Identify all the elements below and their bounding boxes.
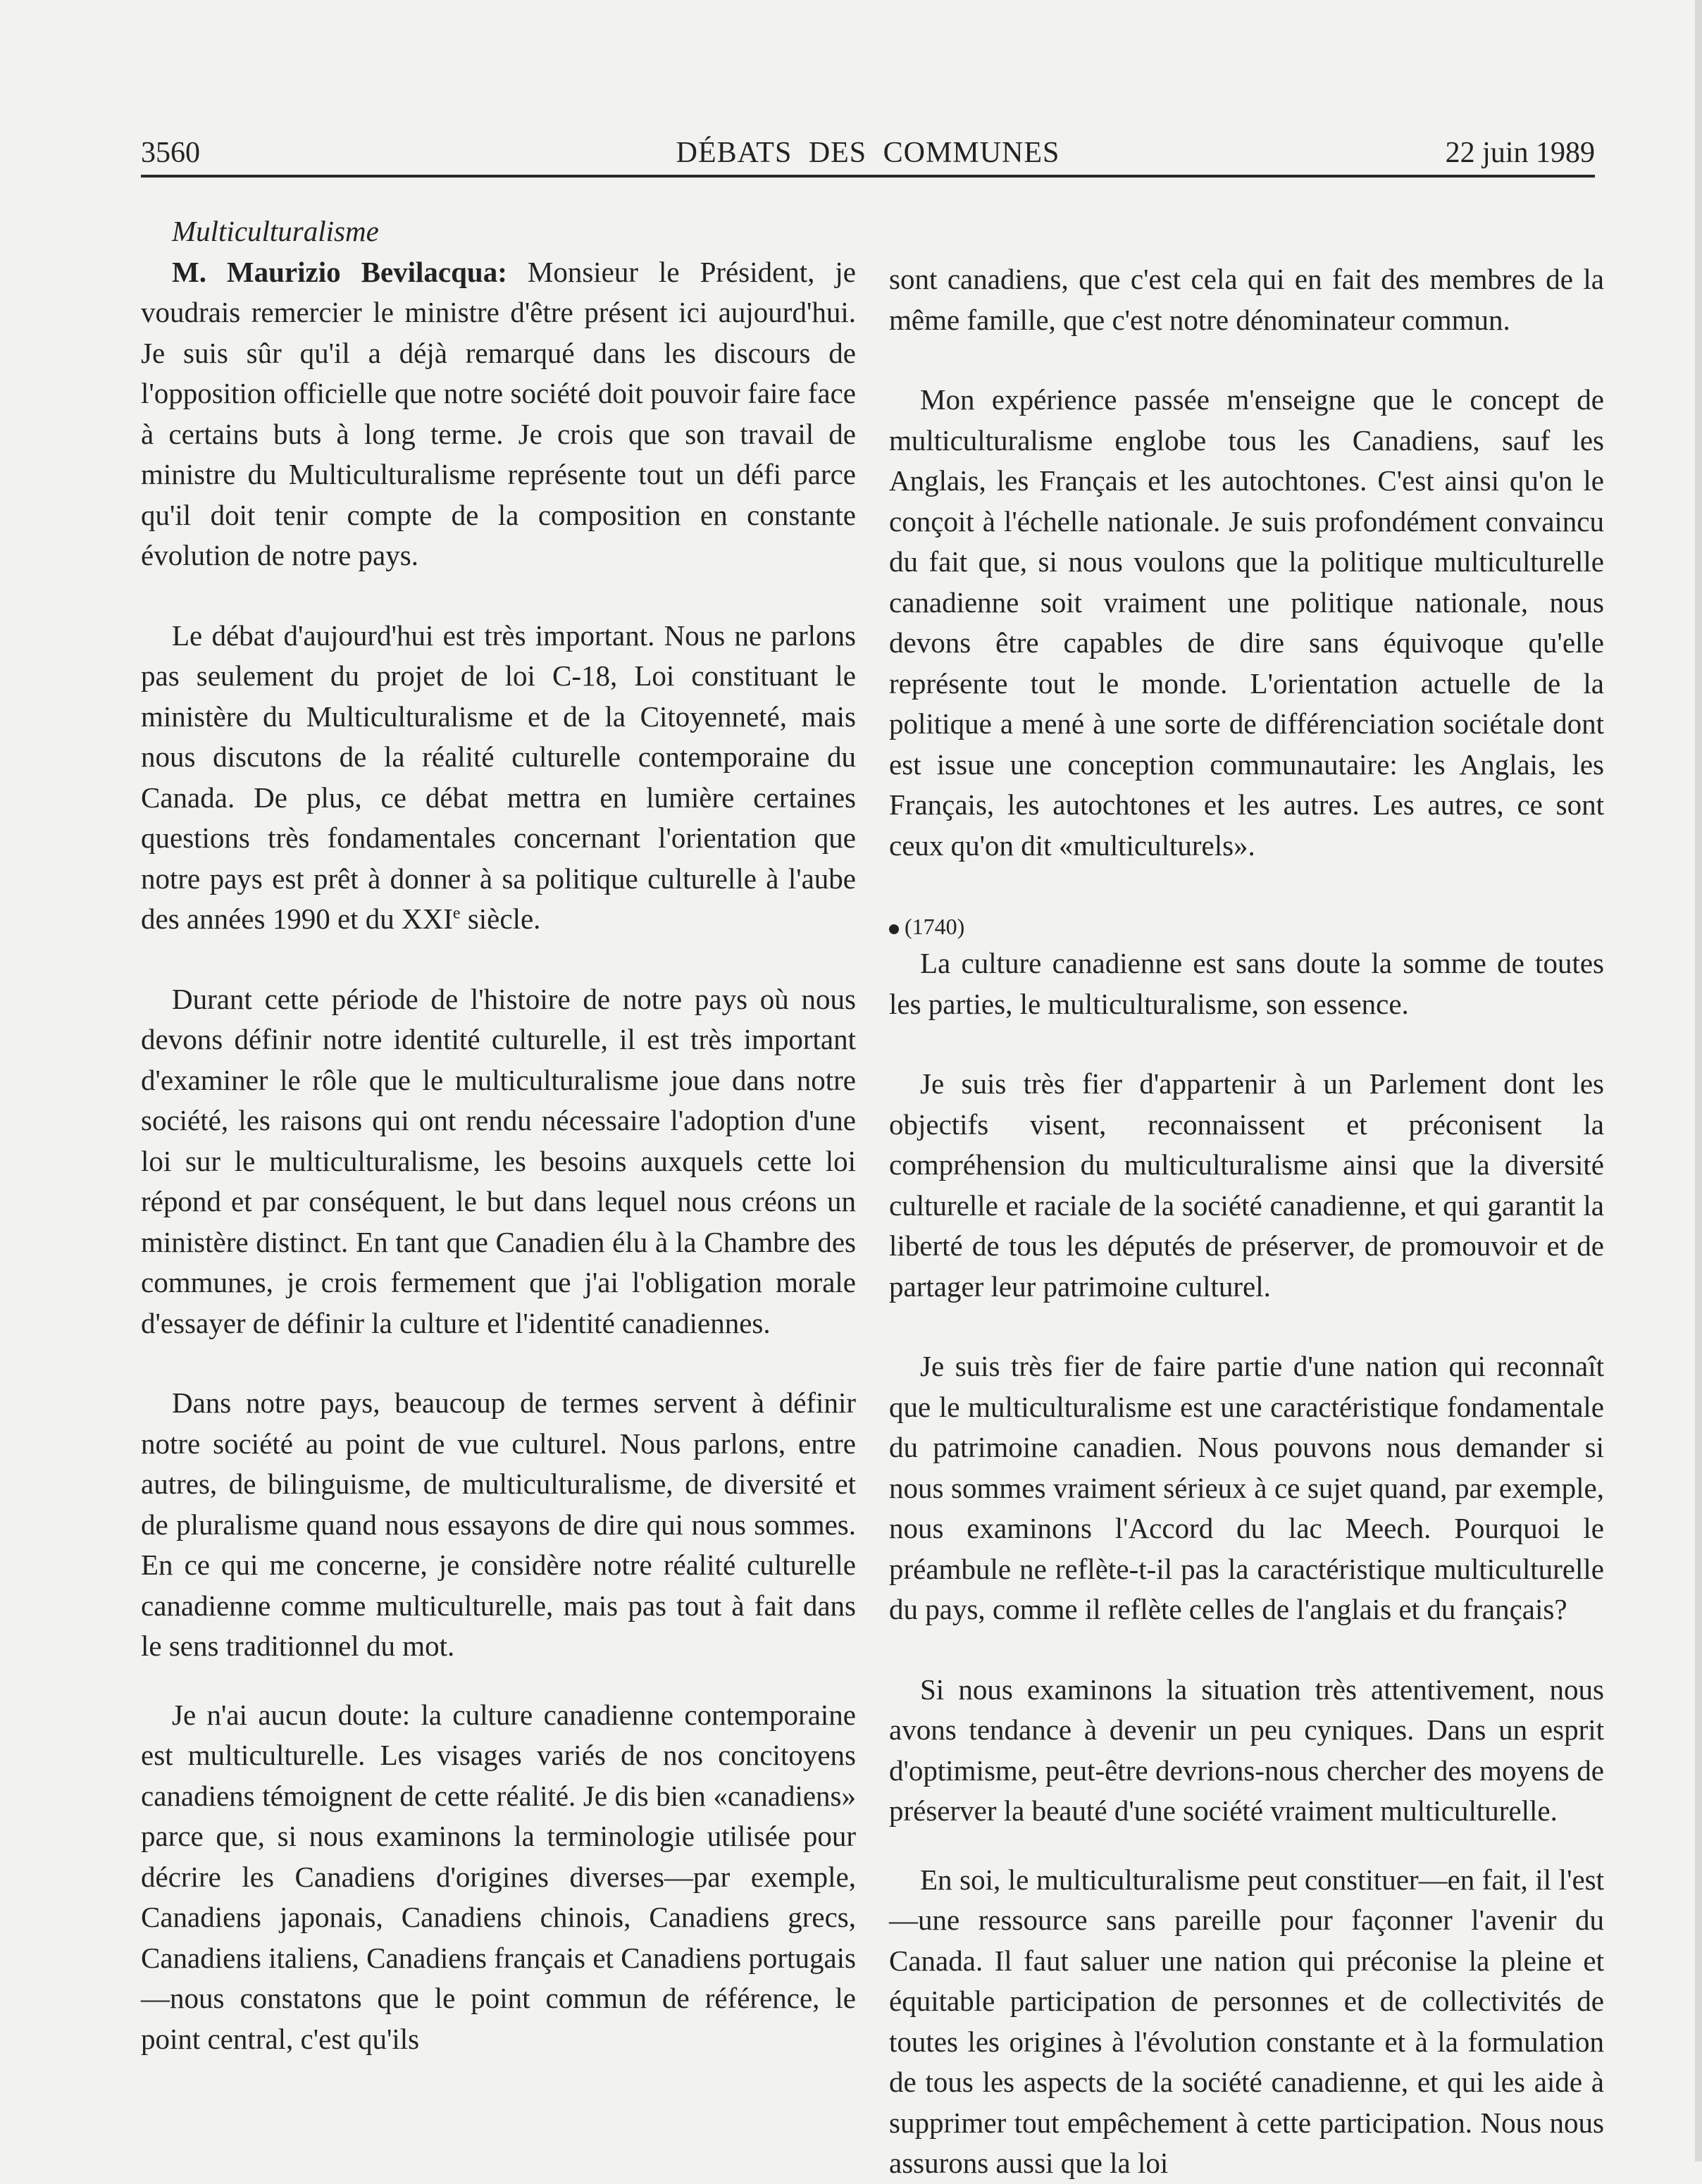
- page-header: [141, 135, 1595, 178]
- page-edge: [1695, 0, 1702, 2161]
- speaker-name: M. Maurizio Bevilacqua:: [172, 255, 507, 288]
- paragraph-text: Le débat d'aujourd'hui est très important. Nous ne parlons pas seulement du projet de loi C-18, Loi constituant le ministère du Multiculturalisme et de la Citoyenneté, mais nous discutons de la réalité culturelle contemporaine du Canada. De plus, ce débat mettra en lumière certaines questions très fondamentales concernant l'orientation que notre pays est prêt à donner à sa politique culturelle à l'aube des années 1990 et du XXI: [141, 619, 856, 935]
- paragraph: [141, 252, 856, 576]
- publication-title: DÉBATS DES COMMUNES: [676, 137, 1060, 169]
- paragraph: sont canadiens, que c'est cela qui en fait des membres de la même famille, que c'est notre dénominateur commun.: [889, 263, 1604, 336]
- paragraph-tail: siècle.: [460, 902, 541, 935]
- header-rule: [141, 175, 1595, 178]
- right-column: [889, 259, 1604, 2184]
- time-marker: [889, 910, 1604, 943]
- time-marker-text: (1740): [905, 914, 965, 939]
- page-number: 3560: [141, 137, 200, 169]
- bullet-icon: [889, 924, 899, 934]
- paragraph: Je suis très fier d'appartenir à un Parlement dont les objectifs visent, reconnaissent et préconisent la compréhension du multiculturalisme ainsi que la diversité culturelle et raciale de la société canadienne, et qui garantit la liberté de tous les députés de préserver, de promouvoir et de partager leur patrimoine culturel.: [889, 1067, 1604, 1303]
- paragraph: Dans notre pays, beaucoup de termes servent à définir notre société au point de vue culturel. Nous parlons, entre autres, de bilinguisme, de multiculturalisme, de diversité et de pluralisme quand nous essayons de dire qui nous sommes. En ce qui me concerne, je considère notre réalité culturelle canadienne comme multiculturelle, mais pas tout à fait dans le sens traditionnel du mot.: [141, 1386, 856, 1662]
- left-column: [141, 211, 856, 2059]
- paragraph: En soi, le multiculturalisme peut constituer—en fait, il l'est—une ressource sans pareille pour façonner l'avenir du Canada. Il faut saluer une nation qui préconise la pleine et équitable participation de personnes et de collectivités de toutes les origines à l'évolution constante et à la formulation de tous les aspects de la société canadienne, et qui les aide à supprimer tout empêchement à cette participation. Nous nous assurons aussi que la loi: [889, 1863, 1604, 2179]
- section-title: Multiculturalisme: [172, 215, 379, 247]
- paragraph: Je n'ai aucun doute: la culture canadienne contemporaine est multiculturelle. Les visages variés de nos concitoyens canadiens témoignent de cette réalité. Je dis bien «canadiens» parce que, si nous examinons la terminologie utilisée pour décrire les Canadiens d'origines diverses—par exemple, Canadiens japonais, Canadiens chinois, Canadiens grecs, Canadiens italiens, Canadiens français et Canadiens portugais—nous constatons que le point commun de référence, le point central, c'est qu'ils: [141, 1698, 856, 2055]
- paragraph: Si nous examinons la situation très attentivement, nous avons tendance à devenir un peu cyniques. Dans un esprit d'optimisme, peut-être devrions-nous chercher des moyens de préserver la beauté d'une société vraiment multiculturelle.: [889, 1673, 1604, 1827]
- paragraph: [141, 616, 856, 940]
- paragraph: Durant cette période de l'histoire de notre pays où nous devons définir notre identité culturelle, il est très important d'examiner le rôle que le multiculturalisme joue dans notre société, les raisons qui ont rendu nécessaire l'adoption d'une loi sur le multiculturalisme, les besoins auxquels cette loi répond et par conséquent, le but dans lequel nous créons un ministère distinct. En tant que Canadien élu à la Chambre des communes, je crois fermement que j'ai l'obligation morale d'essayer de définir la culture et l'identité canadiennes.: [141, 982, 856, 1339]
- paragraph: Je suis très fier de faire partie d'une nation qui reconnaît que le multiculturalisme est une caractéristique fondamentale du patrimoine canadien. Nous pouvons nous demander si nous sommes vraiment sérieux à ce sujet quand, par exemple, nous examinons l'Accord du lac Meech. Pourquoi le préambule ne reflète-t-il pas la caractéristique multiculturelle du pays, comme il reflète celles de l'anglais et du français?: [889, 1350, 1604, 1625]
- paragraph: Mon expérience passée m'enseigne que le concept de multiculturalisme englobe tous les Canadiens, sauf les Anglais, les Français et les autochtones. C'est ainsi qu'on le conçoit à l'échelle nationale. Je suis profondément convaincu du fait que, si nous voulons que la politique multiculturelle canadienne soit vraiment une politique nationale, nous devons être capables de dire sans équivoque qu'elle représente tout le monde. L'orientation actuelle de la politique a mené à une sorte de différenciation sociétale dont est issue une conception communautaire: les Anglais, les Français, les autochtones et les autres. Les autres, ce sont ceux qu'on dit «multiculturels».: [889, 383, 1604, 862]
- page-date: 22 juin 1989: [1445, 137, 1595, 169]
- superscript: e: [452, 904, 461, 923]
- paragraph-text: Monsieur le Président, je voudrais remercier le ministre d'être présent ici aujourd'hui. Je suis sûr qu'il a déjà remarqué dans les discours de l'opposition officielle que notre société doit pouvoir faire face à certains buts à long terme. Je crois que son travail de ministre du Multiculturalisme représente tout un défi parce qu'il doit tenir compte de la composition en constante évolution de notre pays.: [141, 255, 856, 571]
- paragraph: La culture canadienne est sans doute la somme de toutes les parties, le multiculturalisme, son essence.: [889, 947, 1604, 1020]
